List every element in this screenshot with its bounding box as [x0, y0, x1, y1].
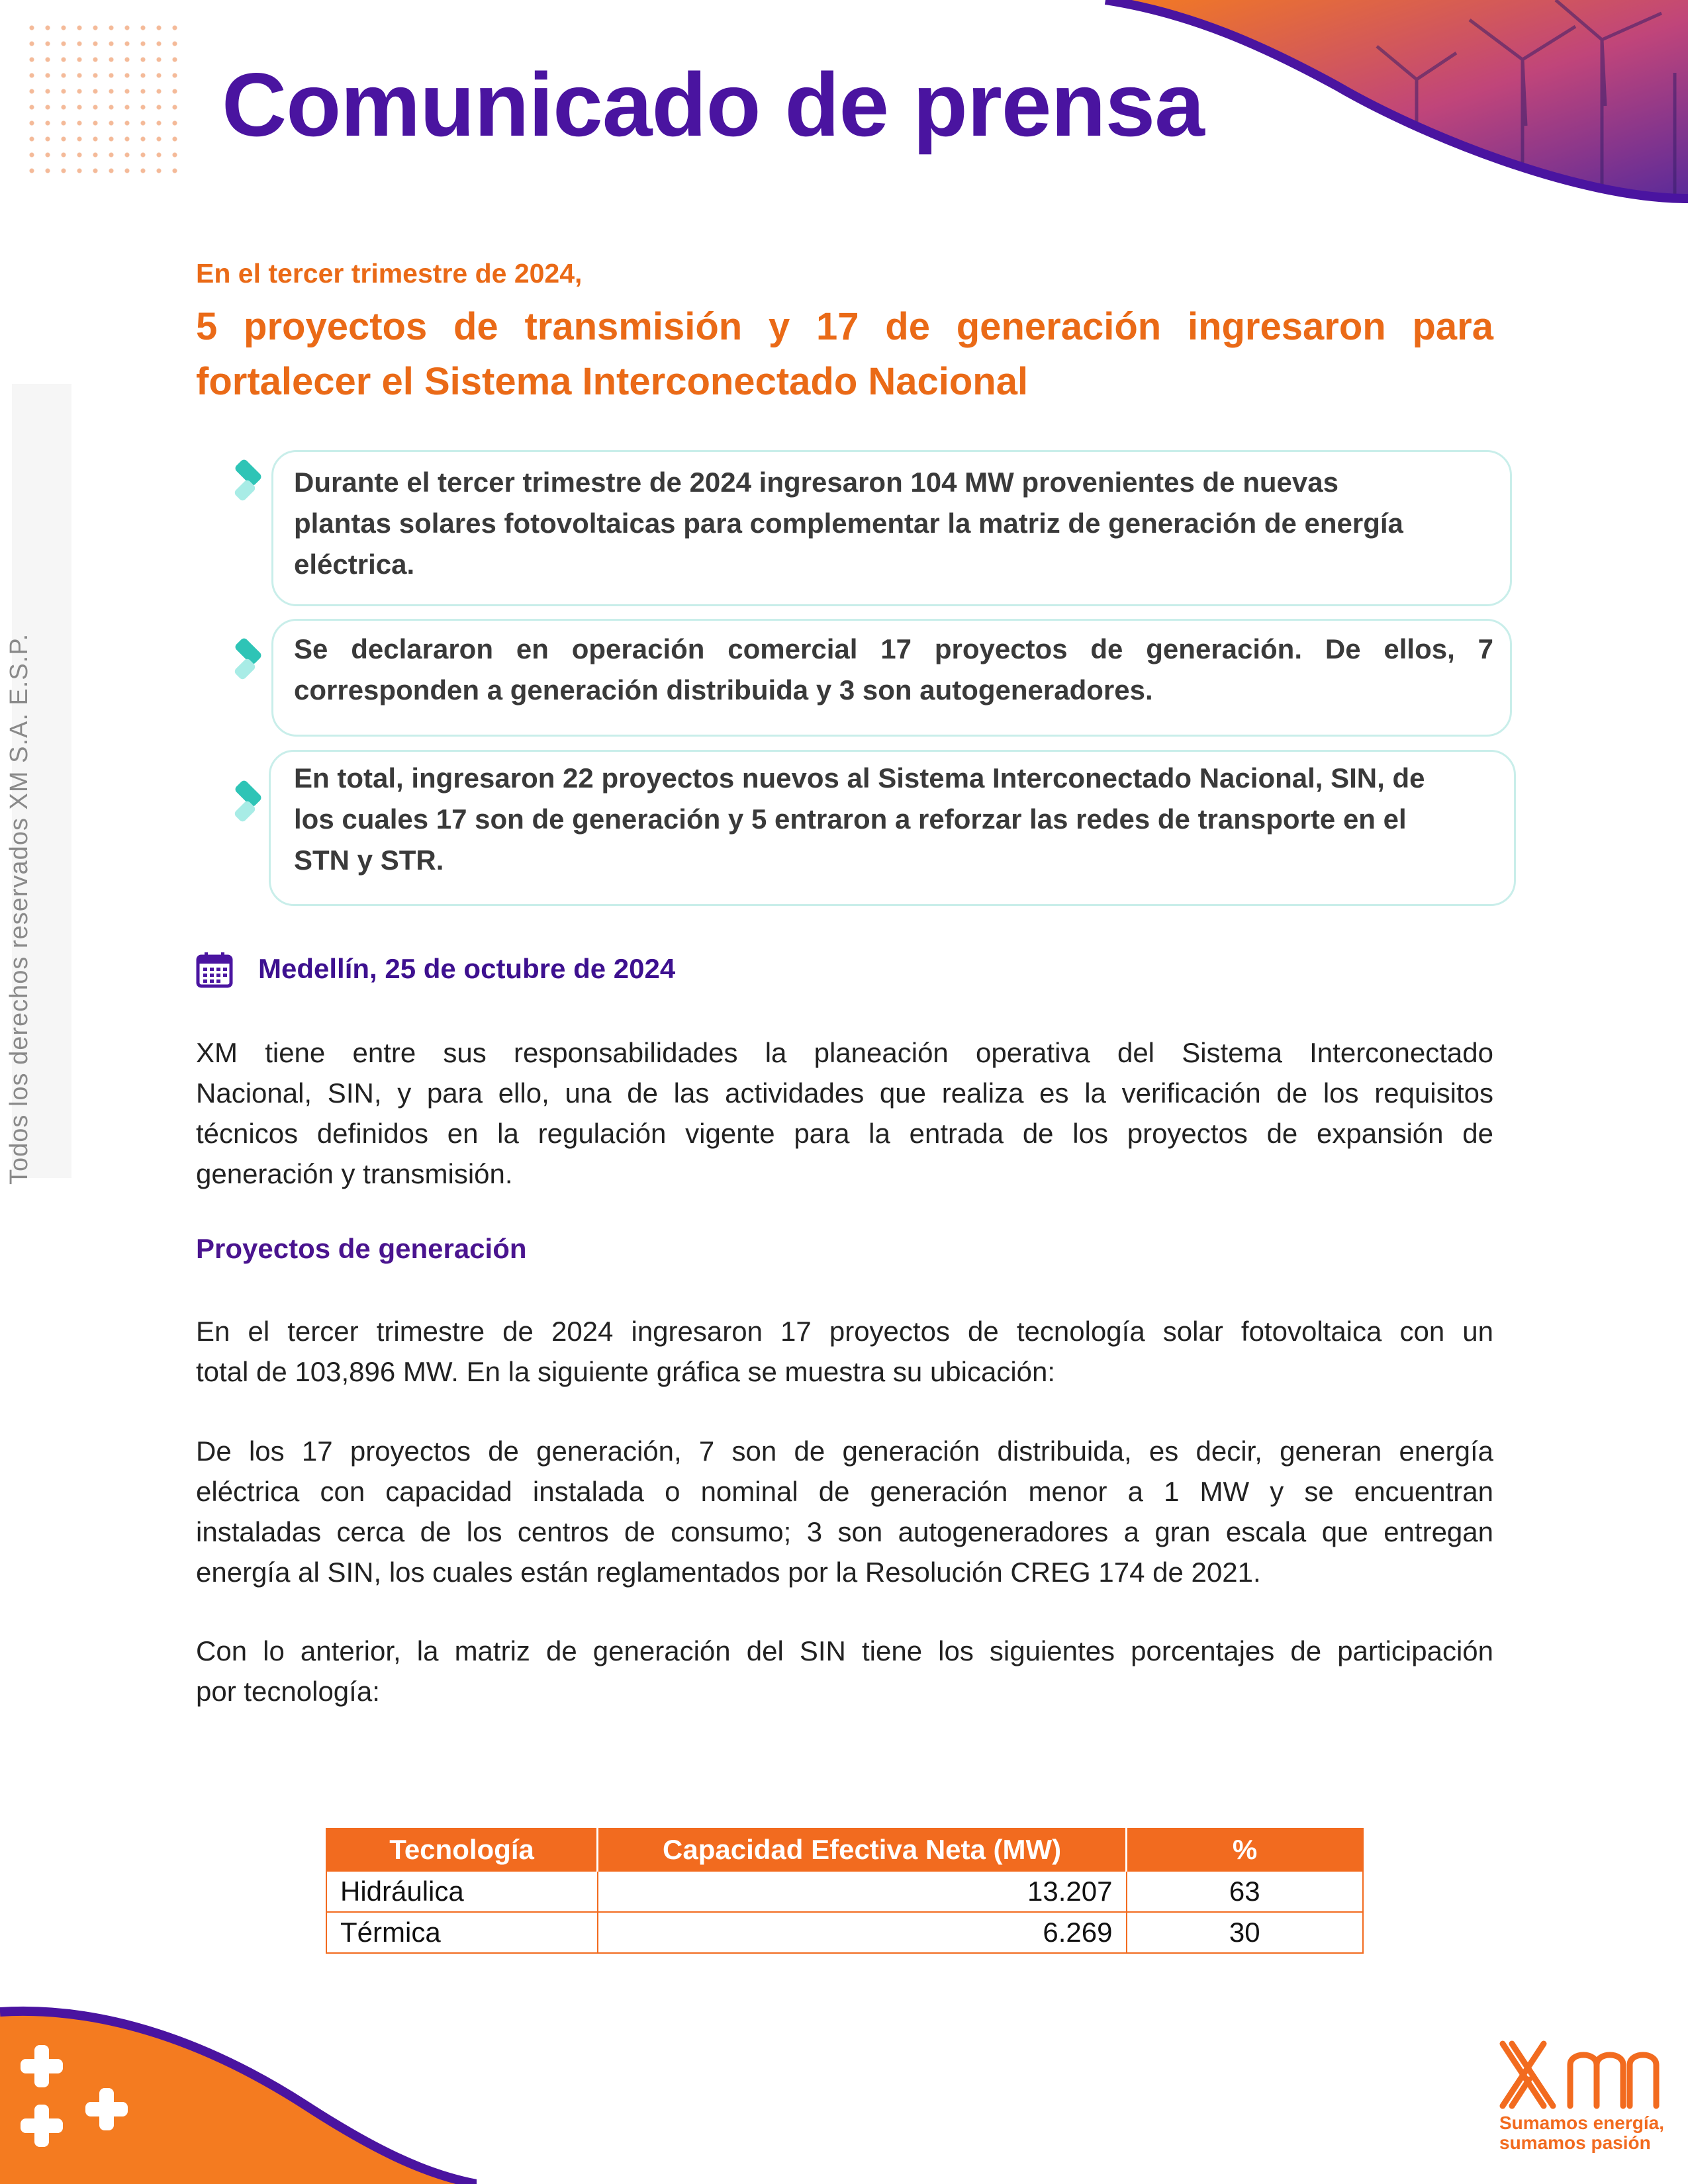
table-header-row: [326, 1829, 1363, 1871]
table-row: [326, 1912, 1363, 1953]
technology-table: [326, 1828, 1364, 1954]
tagline: Sumamos energía, sumamos pasión: [1499, 2113, 1664, 2153]
column-header: Tecnología: [326, 1829, 598, 1871]
table-cell: Hidráulica: [326, 1871, 598, 1912]
table-cell: 6.269: [598, 1912, 1127, 1953]
table-cell: 63: [1127, 1871, 1363, 1912]
copyright-side-note: Todos los derechos reservados XM S.A. E.S.P.: [5, 633, 33, 1185]
highlight-text-3: En total, ingresaron 22 proyectos nuevos al Sistema Interconectado Nacional, SIN, de los cuales 17 son de generación y 5 entraron a reforzar las redes de transporte en el STN y STR.: [294, 762, 1425, 876]
highlight-text-1: Durante el tercer trimestre de 2024 ingresaron 104 MW provenientes de nuevas plantas solares fotovoltaicas para complementar la matriz de generación de energía eléctrica.: [294, 467, 1403, 580]
paragraph: En el tercer trimestre de 2024 ingresaron 17 proyectos de tecnología solar fotovoltaica con un total de 103,896 MW. En la siguiente gráfica se muestra su ubicación:: [196, 1316, 1493, 1387]
column-header: %: [1127, 1829, 1363, 1871]
paragraph: Con lo anterior, la matriz de generación del SIN tiene los siguientes porcentajes de participación por tecnología:: [196, 1635, 1493, 1707]
headline-intro: En el tercer trimestre de 2024,: [196, 258, 583, 289]
headline: [196, 299, 1493, 409]
calendar-icon: [196, 951, 233, 988]
xm-logo: [1497, 2038, 1669, 2111]
paragraph: XM tiene entre sus responsabilidades la planeación operativa del Sistema Interconectado Nacional, SIN, y para ello, una de las actividades que realiza es la verificación de los requisitos técnicos definidos en la regulación vigente para la entrada de los proyectos de expansión de generación y transmisión.: [196, 1037, 1493, 1189]
paragraph: De los 17 proyectos de generación, 7 son de generación distribuida, es decir, generan energía eléctrica con capacidad instalada o nominal de generación menor a 1 MW y se encuentran instaladas cerca de los centros de consumo; 3 son autogeneradores a gran escala que entregan energía al SIN, los cuales están reglamentados por la Resolución CREG 174 de 2021.: [196, 1435, 1493, 1588]
table-row: [326, 1871, 1363, 1912]
header-wind-turbine-graphic: [1046, 0, 1688, 205]
footer-wave-graphic: [0, 2005, 477, 2184]
table-cell: Térmica: [326, 1912, 598, 1953]
dateline: Medellín, 25 de octubre de 2024: [258, 953, 676, 984]
decorative-dot-grid: [24, 20, 183, 179]
headline-line: 5 proyectos de transmisión y 17 de generación ingresaron para: [196, 305, 1493, 348]
section-title: Proyectos de generación: [196, 1233, 527, 1264]
page-title: Comunicado de prensa: [222, 54, 1204, 155]
highlight-text-2: Se declararon en operación comercial 17 proyectos de generación. De ellos, 7 corresponden a generación distribuida y 3 son autogeneradores.: [294, 633, 1493, 705]
column-header: Capacidad Efectiva Neta (MW): [598, 1829, 1127, 1871]
table-cell: 30: [1127, 1912, 1363, 1953]
headline-line: fortalecer el Sistema Interconectado Nacional: [196, 360, 1029, 403]
table-cell: 13.207: [598, 1871, 1127, 1912]
